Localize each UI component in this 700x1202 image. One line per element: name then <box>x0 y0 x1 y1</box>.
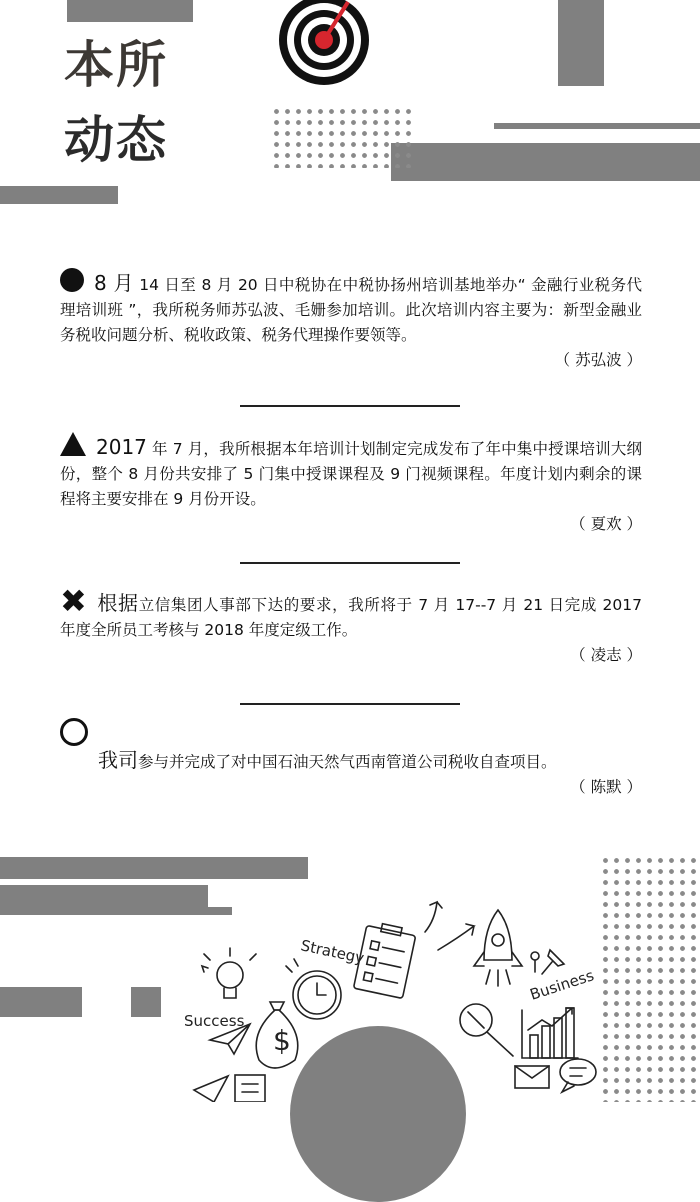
page-title-line1: 本所 <box>64 36 168 94</box>
paper-plane-icon <box>194 1024 250 1102</box>
dot-grid-footer <box>600 855 700 1102</box>
lightbulb-icon <box>202 948 256 998</box>
bar-chart-icon <box>522 1008 578 1058</box>
thin-bar-right <box>494 123 700 129</box>
news-item-1 <box>60 268 642 373</box>
top-bar-right <box>558 0 604 86</box>
footer-block-2 <box>131 987 161 1017</box>
magnifier-icon <box>460 1004 513 1056</box>
news-lead: 8 月 <box>94 271 134 295</box>
dot-grid-header <box>271 106 416 168</box>
news-text: 立信集团人事部下达的要求，我所将于 7 月 17--7 月 21 日完成 2017 年度全所员工考核与 2018 年度定级工作。 <box>60 596 643 639</box>
money-bag-icon <box>256 1002 298 1068</box>
cross-icon: ✖ <box>60 582 87 620</box>
news-lead: 我司 <box>98 748 138 772</box>
news-lead: 2017 <box>96 435 147 459</box>
news-item-3 <box>60 582 643 668</box>
news-item-2 <box>60 432 642 537</box>
clock-icon <box>286 959 341 1019</box>
news-text: 参与并完成了对中国石油天然气西南管道公司税收自查项目。 <box>138 753 557 771</box>
document-icon <box>235 1075 265 1102</box>
divider <box>240 562 460 564</box>
envelope-icon <box>515 1066 549 1088</box>
circle-filled-icon <box>60 268 84 292</box>
news-text: 年 7 月，我所根据本年培训计划制定完成发布了年中集中授课培训大纲份，整个 8 月份共安排了 5 门集中授课课程及 9 门视频课程。年度计划内剩余的课程将主要安排在 9 月份开设。 <box>60 440 642 508</box>
news-author: （ 夏欢 ） <box>570 515 642 533</box>
rocket-icon <box>474 910 522 986</box>
footer-block-1 <box>0 987 82 1017</box>
business-doodle-illustration <box>180 890 600 1102</box>
pin-icon <box>531 950 564 974</box>
bar-left-under-title <box>0 186 118 204</box>
page-title-line2: 动态 <box>64 111 168 169</box>
svg-text:$: $ <box>273 1024 291 1057</box>
news-text: 14 日至 8 月 20 日中税协在中税协扬州培训基地举办“ 金融行业税务代理培训班 ”，我所税务师苏弘波、毛姗参加培训。此次培训内容主要为：新型金融业务税收问题分析、税收政策、税务代理操作要领等。 <box>60 276 642 344</box>
footer-bar-1 <box>0 857 308 879</box>
top-bar-left <box>67 0 193 22</box>
triangle-icon <box>60 432 86 456</box>
target-icon <box>274 0 374 90</box>
circle-outline-icon <box>60 718 88 746</box>
news-lead: 根据 <box>96 591 139 615</box>
news-author: （ 陈默 ） <box>570 778 642 796</box>
news-author: （ 苏弘波 ） <box>554 351 642 369</box>
news-item-4 <box>60 718 642 800</box>
arrow-icon <box>425 902 474 950</box>
speech-bubble-icon <box>560 1059 596 1092</box>
doodle-word-success: Success <box>184 1012 245 1030</box>
doodle-word-strategy: Strategy <box>299 936 366 968</box>
news-author: （ 凌志 ） <box>570 646 642 664</box>
doodle-word-business: Business <box>527 966 597 1004</box>
wide-bar-right <box>391 143 700 181</box>
footer-bar-2 <box>0 885 208 907</box>
divider <box>240 703 460 705</box>
divider <box>240 405 460 407</box>
